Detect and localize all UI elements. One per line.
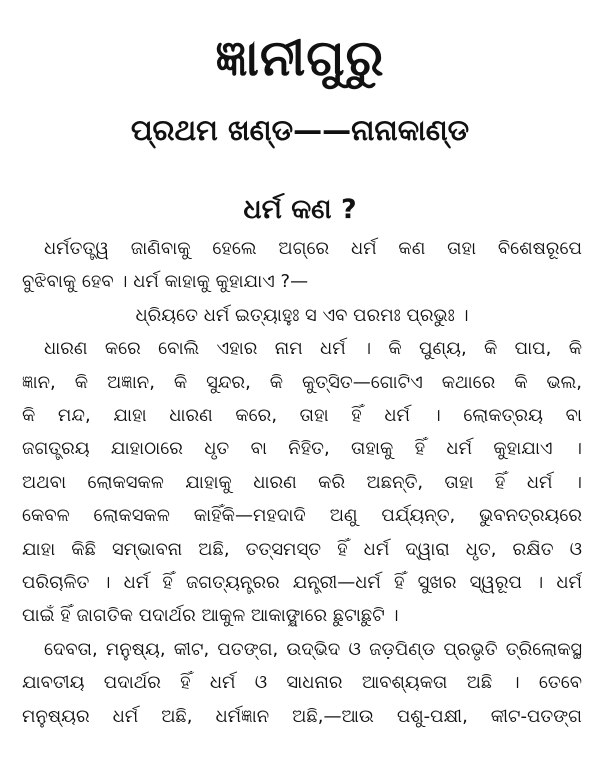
text-line: କି ମନ୍ଦ, ଯାହା ଧାରଣ କରେ, ତାହା ହିଁ ଧର୍ମ । ଲୋକତ୍ରୟ ବା xyxy=(22,405,582,427)
text-line: ଦେବତା, ମନୁଷ୍ୟ, କୀଟ, ପତଙ୍ଗ, ଉଦ୍ଭିଦ ଓ ଜଡ଼ପିଣ୍ଡ ପ୍ରଭୃତି ତ୍ରିଲୋକସ୍ଥ xyxy=(44,638,582,660)
text-line: ଜ୍ଞାନ, କି ଅଜ୍ଞାନ, କି ସୁନ୍ଦର, କି କୁତ୍ସିତ—ଗୋଟିଏ କଥାରେ କି ଭଲ, xyxy=(22,371,582,393)
text-line: ପରିଚାଳିତ । ଧର୍ମ ହିଁ ଜଗତ୍ୟନ୍ତ୍ରର ଯନ୍ତ୍ରୀ—ଧର୍ମ ହିଁ ସୁଖର ସ୍ୱରୂପ । ଧର୍ମ xyxy=(22,572,582,594)
text-line: ଧର୍ମତତ୍ତ୍ୱ ଜାଣିବାକୁ ହେଲେ ଅଗ୍ରେ ଧର୍ମ କଣ ତାହା ବିଶେଷରୂପେ xyxy=(44,238,582,259)
book-title: ଜ୍ଞାନୀଗୁରୁ xyxy=(215,29,385,87)
part-title: ପ୍ରଥମ ଖଣ୍ଡ——ନାନାକାଣ୍ଡ xyxy=(130,113,470,147)
text-line: କେବଳ ଲୋକସକଳ କାହିଁକି—ମହଦାଦି ଅଣୁ ପର୍ଯ୍ୟନ୍ତ, ଭୁବନତ୍ରୟରେ xyxy=(22,505,582,527)
text-line: ଯାବତୀୟ ପଦାର୍ଥର ହିଁ ଧର୍ମ ଓ ସାଧନାର ଆବଶ୍ୟକତା ଅଛି । ତେବେ xyxy=(22,672,582,694)
text-line: ପାଇଁ ହିଁ ଜାଗତିକ ପଦାର୍ଥର ଆକୁଳ ଆକାଙ୍କ୍ଷାରେ ଛୁଟାଛୁଟି । xyxy=(22,605,399,627)
text-line: ବୁଝିବାକୁ ହେବ । ଧର୍ମ କାହାକୁ କୁହାଯାଏ ?— xyxy=(22,271,309,293)
text-line: ଧାରଣ କରେ ବୋଲି ଏହାର ନାମ ଧର୍ମ । କି ପୁଣ୍ୟ, କି ପାପ, କି xyxy=(44,338,582,360)
chapter-heading: ଧର୍ମ କଣ ? xyxy=(243,194,357,225)
body-text xyxy=(22,232,582,733)
text-line: ମନୁଷ୍ୟର ଧର୍ମ ଅଛି, ଧର୍ମଜ୍ଞାନ ଅଛି,—ଆଉ ପଶୁ-ପକ୍ଷୀ, କୀଟ-ପତଙ୍ଗ xyxy=(22,705,582,727)
text-line: ଯାହା କିଛି ସମ୍ଭାବନା ଅଛି, ତତ୍ସମସ୍ତ ହିଁ ଧର୍ମ ଦ୍ୱାରା ଧୃତ, ରକ୍ଷିତ ଓ xyxy=(22,538,582,560)
text-line: ଜଗତ୍ତ୍ରୟ ଯାହାଠାରେ ଧୃତ ବା ନିହିତ, ତାହାକୁ ହିଁ ଧର୍ମ କୁହାଯାଏ । xyxy=(22,438,582,460)
verse-line: ଧ୍ରିୟତେ ଧର୍ମ ଇତ୍ୟାହୁଃ ସ ଏବ ପରମଃ ପ୍ରଭୁଃ । xyxy=(135,304,469,326)
text-line: ଅଥବା ଲୋକସକଳ ଯାହାକୁ ଧାରଣ କରି ଅଛନ୍ତି, ତାହା ହିଁ ଧର୍ମ । xyxy=(22,471,582,493)
